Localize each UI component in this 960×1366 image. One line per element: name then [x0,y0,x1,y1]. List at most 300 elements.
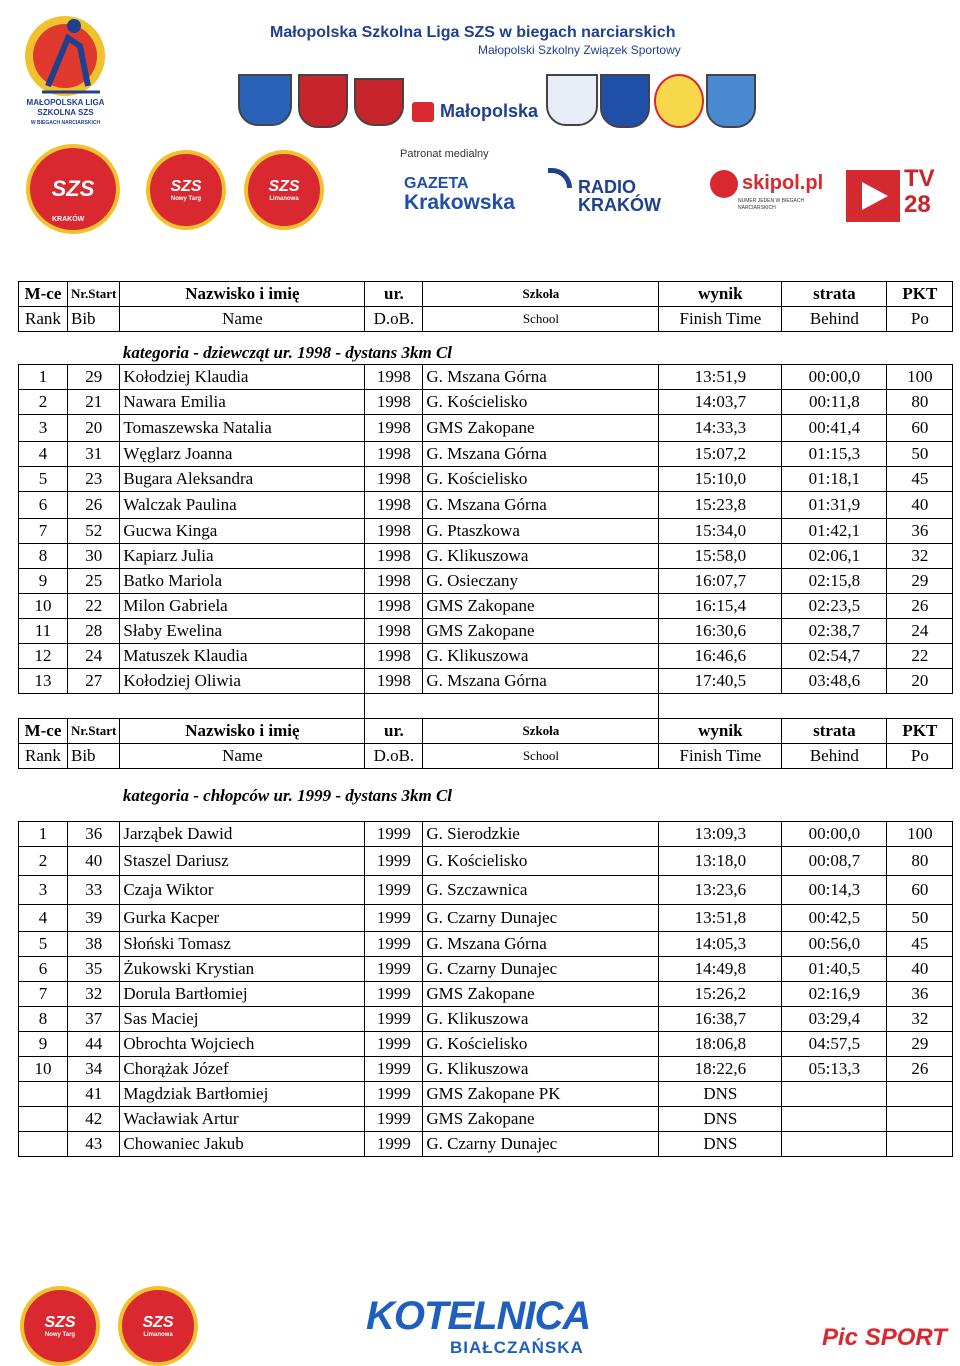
behind-cell: 00:08,7 [782,847,887,876]
footer-szs-badge-1 [20,1286,100,1366]
year-cell: 1998 [365,365,423,390]
table-row [19,594,953,619]
szs-krakow-city: KRAKÓW [52,216,85,223]
points-cell: 29 [887,1032,953,1057]
time-cell: 15:58,0 [659,544,782,569]
time-cell: 15:26,2 [659,982,782,1007]
results-body [19,282,953,1157]
column-header: Rank [19,744,68,769]
footer-logos [0,1280,960,1366]
points-cell [887,1132,953,1157]
crest-7 [706,74,756,128]
behind-cell: 00:11,8 [782,390,887,415]
points-cell: 36 [887,519,953,544]
behind-cell: 00:41,4 [782,415,887,442]
time-cell: 16:15,4 [659,594,782,619]
time-cell: 18:22,6 [659,1057,782,1082]
table-row [19,365,953,390]
spacer [19,807,953,822]
column-header: Bib [68,744,120,769]
points-cell: 60 [887,876,953,905]
rank-cell: 2 [19,390,68,415]
radio-line-1: RADIO [578,177,636,197]
points-cell [887,1082,953,1107]
behind-cell: 00:00,0 [782,822,887,847]
rank-cell [19,1107,68,1132]
school-cell: G. Szczawnica [423,876,659,905]
category-spacer [19,332,120,365]
table-row [19,957,953,982]
table-row [19,847,953,876]
table-row [19,644,953,669]
szs-nowy-targ-badge [146,150,226,230]
bib-cell: 42 [68,1107,120,1132]
time-cell: 13:23,6 [659,876,782,905]
szs-krakow-logo [8,138,136,236]
column-header: Name [120,307,365,332]
bib-cell: 38 [68,932,120,957]
footer-szs-sub-2: Limanowa [143,1332,173,1338]
play-icon [846,170,900,222]
rank-cell: 6 [19,492,68,519]
column-header: D.oB. [365,307,423,332]
gazeta-logo [404,176,526,216]
header-row [19,719,953,744]
column-header: Szkoła [423,282,659,307]
behind-cell [782,1107,887,1132]
time-cell: DNS [659,1107,782,1132]
rank-cell: 4 [19,442,68,467]
bib-cell: 23 [68,467,120,492]
table-row [19,876,953,905]
behind-cell: 00:42,5 [782,905,887,932]
time-cell: 15:07,2 [659,442,782,467]
crest-5 [600,74,650,128]
school-cell: G. Klikuszowa [423,544,659,569]
year-cell: 1999 [365,1007,423,1032]
kotelnica-line-2: BIAŁCZAŃSKA [450,1338,584,1357]
patronat-label: Patronat medialny [400,148,489,160]
time-cell: 13:09,3 [659,822,782,847]
school-cell: G. Mszana Górna [423,365,659,390]
year-cell: 1998 [365,669,423,694]
year-cell: 1998 [365,569,423,594]
points-cell: 80 [887,390,953,415]
name-cell: Tomaszewska Natalia [120,415,365,442]
column-header: Nazwisko i imię [120,282,365,307]
crest-3 [354,78,404,126]
category-spacer [19,769,120,808]
column-header: M-ce [19,282,68,307]
school-cell: G. Sierodzkie [423,822,659,847]
bib-cell: 34 [68,1057,120,1082]
name-cell: Batko Mariola [120,569,365,594]
column-header: PKT [887,719,953,744]
header-row [19,282,953,307]
behind-cell: 01:40,5 [782,957,887,982]
school-cell: G. Ptaszkowa [423,519,659,544]
table-row [19,932,953,957]
column-header: Nr.Start [68,282,120,307]
table-row [19,1032,953,1057]
behind-cell: 00:00,0 [782,365,887,390]
time-cell: 14:49,8 [659,957,782,982]
school-cell: G. Klikuszowa [423,644,659,669]
name-cell: Gurka Kacper [120,905,365,932]
name-cell: Węglarz Joanna [120,442,365,467]
rank-cell: 12 [19,644,68,669]
bib-cell: 26 [68,492,120,519]
rank-cell: 3 [19,876,68,905]
year-cell: 1998 [365,415,423,442]
table-row [19,492,953,519]
school-cell: G. Osieczany [423,569,659,594]
name-cell: Chorążak Józef [120,1057,365,1082]
name-cell: Dorula Bartłomiej [120,982,365,1007]
spacer-row [19,807,953,822]
malopolska-icon [412,102,434,122]
time-cell: 16:38,7 [659,1007,782,1032]
year-cell: 1999 [365,957,423,982]
skipol-logo [710,166,830,216]
category-row [19,332,953,365]
column-header: Bib [68,307,120,332]
year-cell: 1998 [365,442,423,467]
header-row [19,307,953,332]
rank-cell [19,1082,68,1107]
school-cell: GMS Zakopane [423,1107,659,1132]
rank-cell: 10 [19,1057,68,1082]
bib-cell: 22 [68,594,120,619]
points-cell: 36 [887,982,953,1007]
bib-cell: 28 [68,619,120,644]
points-cell: 40 [887,957,953,982]
results-table [18,281,953,1157]
radio-line-2: KRAKÓW [578,195,661,215]
time-cell: 14:05,3 [659,932,782,957]
skipol-sub: NUMER JEDEN W BIEGACH NARCIARSKICH [738,198,805,211]
year-cell: 1998 [365,644,423,669]
rank-cell: 11 [19,619,68,644]
school-cell: GMS Zakopane [423,594,659,619]
column-header: Rank [19,307,68,332]
malopolska-logo [412,100,552,126]
behind-cell: 02:06,1 [782,544,887,569]
empty-cell [68,694,120,719]
kotelnica-logo [366,1294,606,1362]
time-cell: 14:33,3 [659,415,782,442]
rank-cell: 13 [19,669,68,694]
name-cell: Słaby Ewelina [120,619,365,644]
points-cell: 60 [887,415,953,442]
name-cell: Gucwa Kinga [120,519,365,544]
points-cell: 22 [887,644,953,669]
table-row [19,905,953,932]
bib-cell: 32 [68,982,120,1007]
tv28-text: TV 28 [904,165,935,218]
points-cell: 24 [887,619,953,644]
name-cell: Matuszek Klaudia [120,644,365,669]
table-row [19,544,953,569]
szs-nowy-targ-sub: Nowy Targ [170,196,202,202]
szs-krakow-label: SZS [51,176,95,201]
column-header: Po [887,744,953,769]
column-header: ur. [365,282,423,307]
school-cell: GMS Zakopane [423,619,659,644]
crest-2 [298,74,348,128]
skipol-text: skipol.pl [742,172,824,194]
rank-cell: 3 [19,415,68,442]
table-row [19,390,953,415]
year-cell: 1999 [365,876,423,905]
school-cell: GMS Zakopane [423,415,659,442]
bib-cell: 30 [68,544,120,569]
points-cell: 40 [887,492,953,519]
bib-cell: 25 [68,569,120,594]
year-cell: 1999 [365,982,423,1007]
rank-cell: 9 [19,569,68,594]
column-header: Finish Time [659,307,782,332]
name-cell: Kapiarz Julia [120,544,365,569]
name-cell: Kołodziej Oliwia [120,669,365,694]
school-cell: G. Mszana Górna [423,932,659,957]
year-cell: 1998 [365,467,423,492]
radio-krakow-logo [548,168,688,218]
rank-cell: 8 [19,544,68,569]
column-header: Name [120,744,365,769]
points-cell: 50 [887,905,953,932]
year-cell: 1999 [365,1132,423,1157]
name-cell: Słoński Tomasz [120,932,365,957]
rank-cell: 1 [19,365,68,390]
empty-cell [782,694,887,719]
table-row [19,519,953,544]
empty-cell [120,694,365,719]
time-cell: 13:51,8 [659,905,782,932]
name-cell: Kołodziej Klaudia [120,365,365,390]
year-cell: 1999 [365,1032,423,1057]
behind-cell: 03:29,4 [782,1007,887,1032]
school-cell: G. Mszana Górna [423,492,659,519]
school-cell: G. Czarny Dunajec [423,905,659,932]
bib-cell: 27 [68,669,120,694]
column-header: School [423,744,659,769]
column-header: ur. [365,719,423,744]
behind-cell: 02:23,5 [782,594,887,619]
behind-cell [782,1082,887,1107]
points-cell: 26 [887,594,953,619]
column-header: Behind [782,307,887,332]
pic-sport-logo: Pic SPORT [822,1324,947,1351]
school-cell: G. Kościelisko [423,1032,659,1057]
crest-6 [654,74,704,128]
behind-cell: 02:16,9 [782,982,887,1007]
malopolska-text: Małopolska [440,101,539,121]
points-cell: 100 [887,822,953,847]
name-cell: Czaja Wiktor [120,876,365,905]
skipol-icon [710,170,738,198]
bib-cell: 31 [68,442,120,467]
year-cell: 1999 [365,905,423,932]
behind-cell: 00:14,3 [782,876,887,905]
school-cell: GMS Zakopane [423,982,659,1007]
points-cell: 100 [887,365,953,390]
table-row [19,1132,953,1157]
header-subtitle: Małopolski Szkolny Związek Sportowy [478,43,681,57]
empty-cell [423,694,659,719]
column-header: M-ce [19,719,68,744]
szs-limanowa-sub: Limanowa [269,196,299,202]
name-cell: Jarząbek Dawid [120,822,365,847]
bib-cell: 21 [68,390,120,415]
name-cell: Bugara Aleksandra [120,467,365,492]
rank-cell: 1 [19,822,68,847]
empty-cell [19,694,68,719]
rank-cell: 9 [19,1032,68,1057]
kotelnica-line-1: KOTELNICA [366,1294,591,1338]
rank-cell [19,1132,68,1157]
behind-cell [782,1132,887,1157]
table-row [19,415,953,442]
tv28-logo [846,164,950,222]
column-header: Nr.Start [68,719,120,744]
empty-cell [887,694,953,719]
behind-cell: 03:48,6 [782,669,887,694]
column-header: Finish Time [659,744,782,769]
name-cell: Walczak Paulina [120,492,365,519]
behind-cell: 02:15,8 [782,569,887,594]
name-cell: Obrochta Wojciech [120,1032,365,1057]
footer-szs-label-2: SZS [142,1314,174,1331]
time-cell: 16:46,6 [659,644,782,669]
time-cell: 16:07,7 [659,569,782,594]
points-cell: 32 [887,1007,953,1032]
school-cell: G. Czarny Dunajec [423,957,659,982]
behind-cell: 02:54,7 [782,644,887,669]
points-cell: 32 [887,544,953,569]
year-cell: 1998 [365,519,423,544]
rank-cell: 2 [19,847,68,876]
table-row [19,1057,953,1082]
behind-cell: 04:57,5 [782,1032,887,1057]
behind-cell: 01:15,3 [782,442,887,467]
year-cell: 1998 [365,390,423,415]
rank-cell: 6 [19,957,68,982]
bib-cell: 39 [68,905,120,932]
time-cell: 15:10,0 [659,467,782,492]
bib-cell: 41 [68,1082,120,1107]
year-cell: 1999 [365,1107,423,1132]
bib-cell: 33 [68,876,120,905]
header-logos [0,0,960,240]
column-header: School [423,307,659,332]
time-cell: DNS [659,1082,782,1107]
league-logo-sub: W BIEGACH NARCIARSKICH [30,120,101,126]
szs-nowy-targ-label: SZS [170,178,202,195]
time-cell: 18:06,8 [659,1032,782,1057]
behind-cell: 01:42,1 [782,519,887,544]
empty-row [19,694,953,719]
column-header: Behind [782,744,887,769]
points-cell: 45 [887,467,953,492]
year-cell: 1999 [365,822,423,847]
table-row [19,467,953,492]
points-cell: 50 [887,442,953,467]
column-header: strata [782,282,887,307]
points-cell: 80 [887,847,953,876]
school-cell: G. Czarny Dunajec [423,1132,659,1157]
time-cell: 17:40,5 [659,669,782,694]
szs-limanowa-label: SZS [268,178,300,195]
rank-cell: 5 [19,467,68,492]
column-header: PKT [887,282,953,307]
skier-icon [18,8,113,98]
name-cell: Magdziak Bartłomiej [120,1082,365,1107]
behind-cell: 01:18,1 [782,467,887,492]
bib-cell: 36 [68,822,120,847]
rank-cell: 10 [19,594,68,619]
behind-cell: 05:13,3 [782,1057,887,1082]
header-title: Małopolska Szkolna Liga SZS w biegach narciarskich [270,24,676,41]
rank-cell: 8 [19,1007,68,1032]
table-row [19,1007,953,1032]
name-cell: Chowaniec Jakub [120,1132,365,1157]
footer-szs-badge-2 [118,1286,198,1366]
crest-1 [238,74,292,126]
column-header: D.oB. [365,744,423,769]
name-cell: Milon Gabriela [120,594,365,619]
school-cell: G. Kościelisko [423,390,659,415]
league-logo [18,8,113,126]
table-row [19,669,953,694]
table-row [19,619,953,644]
szs-limanowa-badge [244,150,324,230]
name-cell: Sas Maciej [120,1007,365,1032]
time-cell: 13:18,0 [659,847,782,876]
empty-cell [659,694,782,719]
year-cell: 1998 [365,594,423,619]
time-cell: DNS [659,1132,782,1157]
year-cell: 1998 [365,492,423,519]
empty-cell [365,694,423,719]
bib-cell: 43 [68,1132,120,1157]
table-row [19,822,953,847]
name-cell: Staszel Dariusz [120,847,365,876]
time-cell: 14:03,7 [659,390,782,415]
year-cell: 1998 [365,544,423,569]
year-cell: 1999 [365,847,423,876]
column-header: Po [887,307,953,332]
column-header: Nazwisko i imię [120,719,365,744]
bib-cell: 29 [68,365,120,390]
points-cell: 20 [887,669,953,694]
footer-szs-sub-1: Nowy Targ [44,1332,76,1338]
school-cell: G. Klikuszowa [423,1057,659,1082]
crest-4 [546,74,598,126]
table-row [19,1107,953,1132]
bib-cell: 40 [68,847,120,876]
year-cell: 1999 [365,1057,423,1082]
name-cell: Żukowski Krystian [120,957,365,982]
name-cell: Nawara Emilia [120,390,365,415]
category-title: kategoria - chłopców ur. 1999 - dystans 3km Cl [122,786,453,805]
radio-wave-icon [548,168,572,188]
gazeta-line-1: GAZETA [404,175,469,192]
school-cell: G. Mszana Górna [423,669,659,694]
year-cell: 1998 [365,619,423,644]
rank-cell: 5 [19,932,68,957]
points-cell [887,1107,953,1132]
